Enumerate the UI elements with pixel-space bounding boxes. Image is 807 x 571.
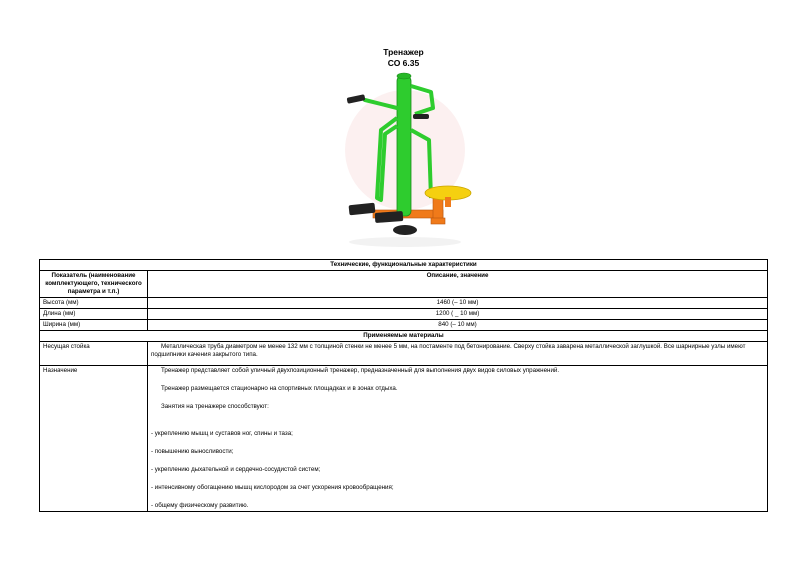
post-cap: [397, 73, 411, 79]
tech-section-title: Технические, функциональные характеристики: [40, 260, 768, 271]
col-header-param: Показатель (наименование комплектующего, технического параметра и т.п.): [40, 271, 148, 298]
title-line-2: СО 6.35: [387, 58, 420, 68]
list-item: - общему физическому развитию.: [151, 502, 249, 509]
row-value: 1200 ( _ 10 мм): [148, 309, 768, 320]
title-line-1: Тренажер: [383, 47, 424, 57]
table-row: [40, 342, 768, 366]
table-row: [40, 366, 768, 512]
support-description: [148, 342, 768, 366]
table-row: [40, 298, 768, 309]
left-handle-grip: [347, 94, 366, 104]
purpose-paragraph-1: Тренажер представляет собой уличный двухпозиционный тренажер, предназначенный для выполнения двух видов силовых упражнений.: [161, 367, 560, 374]
purpose-description: [148, 366, 768, 512]
purpose-label: Назначение: [40, 366, 148, 512]
row-param: Длина (мм): [40, 309, 148, 320]
list-item: - укреплению мышц и суставов ног, спины и таза;: [151, 430, 293, 437]
table-row: [40, 309, 768, 320]
row-param: Ширина (мм): [40, 320, 148, 331]
main-post: [397, 76, 411, 216]
table-row: [40, 320, 768, 331]
ground-shadow: [349, 237, 461, 247]
purpose-paragraph-2: Тренажер размещается стационарно на спортивных площадках и в зонах отдыха.: [161, 385, 398, 392]
list-item: - повышению выносливости;: [151, 448, 234, 455]
support-label: Несущая стойка: [40, 342, 148, 366]
support-text: Металлическая труба диаметром не менее 132 мм с толщиной стенки не менее 5 мм, на постаменте под бетонирование. Сверху стойка заварена металлической заглушкой. Все шарнирные узлы имеют подшипники качения закрытого типа.: [151, 343, 746, 358]
base-foot: [431, 218, 445, 224]
page-title: [0, 47, 807, 69]
list-item: - интенсивному обогащению мышц кислородом за счет ускорения кровообращения;: [151, 484, 394, 491]
row-param: Высота (мм): [40, 298, 148, 309]
seat-stem: [445, 197, 451, 207]
purpose-paragraph-3: Занятия на тренажере способствуют:: [161, 403, 269, 410]
col-header-value: Описание, значение: [148, 271, 768, 298]
row-value: 1460 (– 10 мм): [148, 298, 768, 309]
list-item: - укреплению дыхательной и сердечно-сосудистой систем;: [151, 466, 321, 473]
right-handle-grip: [413, 114, 429, 119]
materials-section-title: Применяемые материалы: [40, 331, 768, 342]
outdoor-trainer-image: [335, 70, 475, 252]
row-value: 840 (– 10 мм): [148, 320, 768, 331]
spec-table: [39, 259, 768, 512]
